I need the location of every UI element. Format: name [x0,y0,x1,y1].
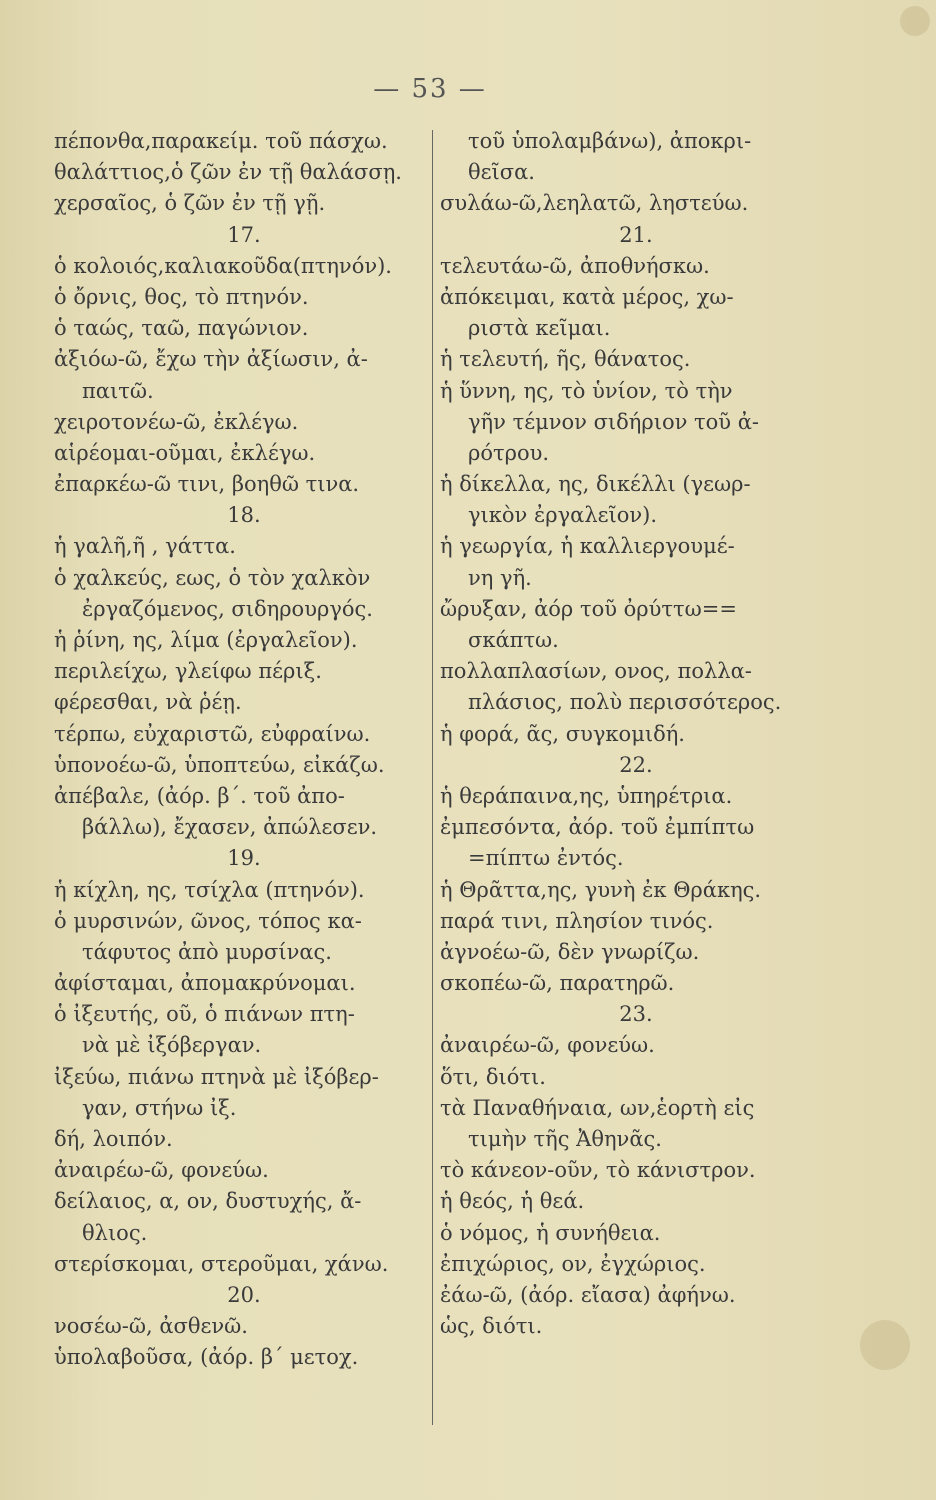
glossary-entry: χερσαῖος, ὁ ζῶν ἐν τῇ γῇ. [54,191,326,216]
glossary-entry: ἐάω-ῶ, (ἀόρ. εἴασα) ἀφήνω. [440,1282,736,1307]
section-number: 20. [227,1282,261,1307]
section-number: 22. [619,752,653,777]
glossary-entry: ἡ ὕννη, ης, τὸ ὑνίον, τὸ τὴν [440,378,733,403]
glossary-entry: τελευτάω-ῶ, ἀποθνήσκω. [440,253,710,278]
glossary-entry: ἐπαρκέω-ῶ τινι, βοηθῶ τινα. [54,472,360,497]
glossary-entry: ὤρυξαν, ἀόρ τοῦ ὀρύττω== [440,596,737,621]
entry-continuation: θλιος. [82,1220,148,1245]
glossary-entry: ἡ κίχλη, ης, τσίχλα (πτηνόν). [54,877,365,902]
glossary-entry: ὁ μυρσινών, ῶνος, τόπος κα- [54,908,362,933]
entry-continuation: τοῦ ὑπολαμβάνω), ἀποκρι- [468,129,752,153]
glossary-entry: θαλάττιος,ὁ ζῶν ἐν τῇ θαλάσσῃ. [54,160,402,185]
glossary-entry: ὁ ὄρνις, θος, τὸ πτηνόν. [54,284,309,309]
glossary-entry: ὁ νόμος, ἡ συνήθεια. [440,1220,661,1245]
column-divider [432,130,433,1425]
entry-continuation: γῆν τέμνον σιδήριον τοῦ ἀ- [468,409,760,434]
glossary-entry: παρά τινι, πλησίον τινός. [440,908,714,933]
glossary-entry: τὰ Παναθήναια, ων,ἑορτὴ εἰς [440,1095,755,1120]
glossary-entry: ὁ ταώς, ταῶ, παγώνιον. [54,316,309,341]
glossary-entry: πέπονθα,παρακείμ. τοῦ πάσχω. [54,129,388,153]
glossary-entry: ὑπονοέω-ῶ, ὑποπτεύω, εἰκάζω. [54,752,385,777]
glossary-entry: ὅτι, διότι. [440,1064,546,1089]
glossary-entry: σκοπέω-ῶ, παρατηρῶ. [440,971,675,996]
entry-continuation: βάλλω), ἔχασεν, ἀπώλεσεν. [82,815,378,840]
entry-continuation: παιτῶ. [82,378,154,403]
entry-continuation: νη γῆ. [468,565,532,590]
glossary-entry: αἱρέομαι-οῦμαι, ἐκλέγω. [54,440,316,465]
glossary-entry: ἡ γεωργία, ἡ καλλιεργουμέ- [440,534,735,559]
glossary-entry: νοσέω-ῶ, ἀσθενῶ. [54,1314,248,1339]
glossary-entry: ἀφίσταμαι, ἀπομακρύνομαι. [54,971,356,996]
glossary-entry: ἀπέβαλε, (ἀόρ. β΄. τοῦ ἀπο- [54,783,345,808]
glossary-entry: ἐπιχώριος, ον, ἐγχώριος. [440,1251,706,1276]
entry-continuation: =πίπτω ἐντός. [468,846,624,871]
entry-continuation: γικὸν ἐργαλεῖον). [468,503,658,528]
glossary-entry: ἀναιρέω-ῶ, φονεύω. [440,1033,655,1058]
entry-continuation: τιμὴν τῆς Ἀθηνᾶς. [468,1127,662,1151]
glossary-entry: ὁ χαλκεύς, εως, ὁ τὸν χαλκὸν [54,565,371,590]
entry-continuation: θεῖσα. [468,160,535,185]
glossary-right-column [440,126,832,1342]
glossary-entry: ἐμπεσόντα, ἀόρ. τοῦ ἐμπίπτω [440,815,755,840]
glossary-entry: περιλείχω, γλείφω πέριξ. [54,659,322,684]
glossary-left-column [54,126,434,1374]
glossary-entry: δή, λοιπόν. [54,1127,173,1151]
glossary-entry: ἡ τελευτή, ῆς, θάνατος. [440,347,691,372]
glossary-entry: ἀναιρέω-ῶ, φονεύω. [54,1158,269,1183]
glossary-entry: ἰξεύω, πιάνω πτηνὰ μὲ ἰξόβερ- [54,1064,379,1089]
entry-continuation: ριστὰ κεῖμαι. [468,316,611,341]
entry-continuation: τάφυτος ἀπὸ μυρσίνας. [82,939,332,964]
section-number: 17. [227,222,261,247]
glossary-entry: ἡ φορά, ᾶς, συγκομιδή. [440,721,685,746]
page-number: — 53 — [373,74,487,104]
section-number: 23. [619,1002,653,1027]
glossary-entry: ἡ ῥίνη, ης, λίμα (ἐργαλεῖον). [54,628,358,652]
entry-continuation: ἐργαζόμενος, σιδηρουργός. [82,596,373,621]
glossary-entry: ὁ ἰξευτής, οῦ, ὁ πιάνων πτη- [54,1002,355,1027]
section-number: 21. [619,222,653,247]
paper-stain [900,6,930,36]
entry-continuation: νὰ μὲ ἰξόβεργαν. [82,1033,262,1058]
paper-stain [860,1320,910,1370]
glossary-entry: ὡς, διότι. [440,1314,543,1339]
glossary-entry: συλάω-ῶ,λεηλατῶ, ληστεύω. [440,191,749,216]
glossary-entry: ἡ θεός, ἡ θεά. [440,1189,585,1214]
glossary-entry: ὁ κολοιός,καλιακοῦδα(πτηνόν). [54,253,392,278]
glossary-entry: ἡ Θρᾶττα,ης, γυνὴ ἐκ Θράκης. [440,877,762,902]
glossary-entry: δείλαιος, α, ον, δυστυχής, ἄ- [54,1189,362,1214]
glossary-entry: χειροτονέω-ῶ, ἐκλέγω. [54,409,299,434]
glossary-entry: ἀπόκειμαι, κατὰ μέρος, χω- [440,284,734,309]
entry-continuation: πλάσιος, πολὺ περισσότερος. [468,690,782,715]
entry-continuation: σκάπτω. [468,628,559,652]
glossary-entry: στερίσκομαι, στεροῦμαι, χάνω. [54,1251,389,1276]
glossary-entry: ἡ γαλῆ,ῆ , γάττα. [54,534,236,559]
entry-continuation: γαν, στήνω ἰξ. [82,1095,237,1120]
glossary-entry: ἡ θεράπαινα,ης, ὑπηρέτρια. [440,783,733,808]
glossary-entry: τέρπω, εὐχαριστῶ, εὐφραίνω. [54,721,371,746]
glossary-entry: τὸ κάνεον-οῦν, τὸ κάνιστρον. [440,1158,756,1183]
glossary-entry: ἀγνοέω-ῶ, δὲν γνωρίζω. [440,939,700,964]
glossary-entry: ἡ δίκελλα, ης, δικέλλι (γεωρ- [440,472,751,497]
section-number: 19. [227,846,261,871]
entry-continuation: ρότρου. [468,440,550,465]
glossary-entry: ὑπολαβοῦσα, (ἀόρ. β΄ μετοχ. [54,1345,359,1370]
section-number: 18. [227,503,261,528]
glossary-entry: φέρεσθαι, νὰ ῥέῃ. [54,690,242,715]
glossary-entry: πολλαπλασίων, ονος, πολλα- [440,659,752,684]
glossary-entry: ἀξιόω-ῶ, ἔχω τὴν ἀξίωσιν, ἀ- [54,347,368,372]
